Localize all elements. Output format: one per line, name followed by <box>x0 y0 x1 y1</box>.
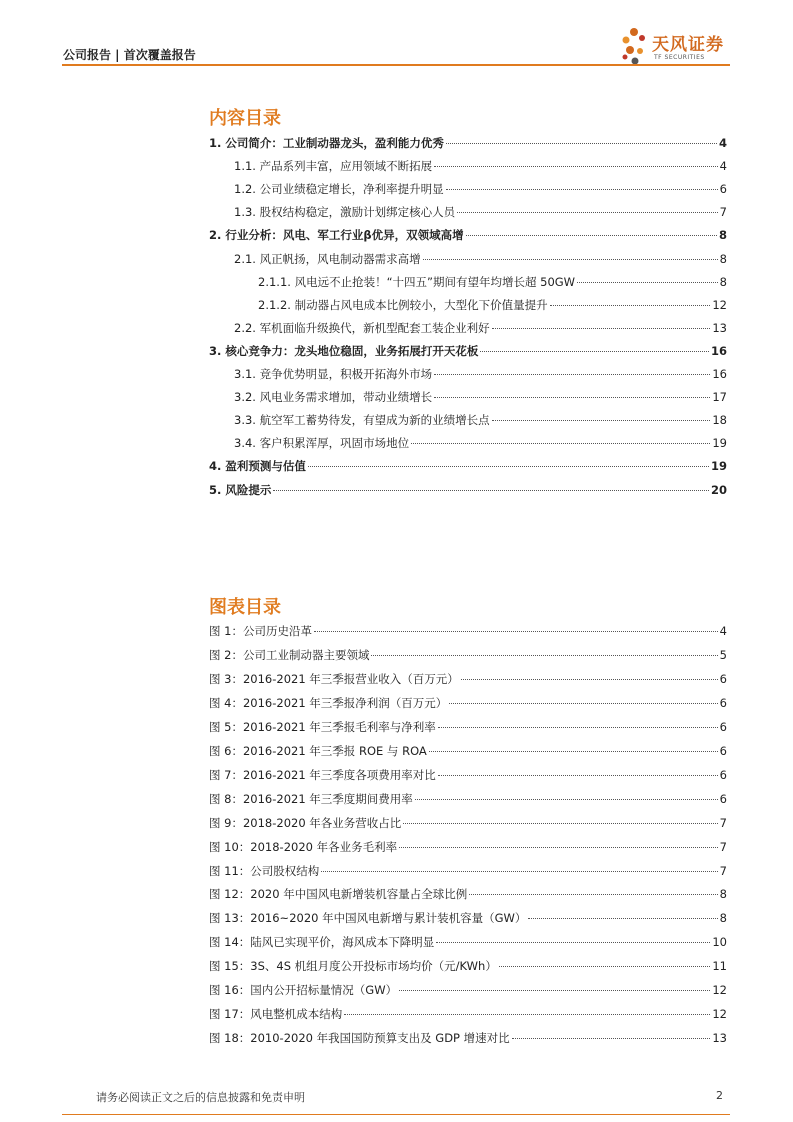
figure-list-entry[interactable] <box>209 839 727 855</box>
toc-page-number: 19 <box>712 436 727 451</box>
toc-page-number: 8 <box>719 274 727 289</box>
dot-leader <box>446 143 717 144</box>
dot-leader <box>429 751 718 752</box>
toc-entry-title: 图 6：2016-2021 年三季报 ROE 与 ROA <box>209 743 427 758</box>
toc-entry-title: 4. 盈利预测与估值 <box>209 459 306 474</box>
dot-leader <box>461 679 718 680</box>
toc-entry-title: 3. 核心竞争力：龙头地位稳固，业务拓展打开天花板 <box>209 343 479 358</box>
toc-page-number: 19 <box>710 459 727 474</box>
toc-entry-title: 2.2. 军机面临升级换代，新机型配套工装企业利好 <box>234 320 490 335</box>
toc-page-number: 17 <box>712 390 727 405</box>
dot-leader <box>344 1014 710 1015</box>
toc-entry-title: 3.1. 竞争优势明显，积极开拓海外市场 <box>234 367 433 381</box>
figure-list-entry[interactable] <box>209 695 727 711</box>
figure-list-entry[interactable] <box>209 647 727 663</box>
toc-page-number: 7 <box>719 205 727 220</box>
figure-list-entry[interactable] <box>209 982 727 998</box>
toc-chapter-entry[interactable] <box>209 343 727 359</box>
toc-section-entry[interactable] <box>234 251 727 267</box>
dot-leader <box>446 189 718 190</box>
toc-entry-title: 1.3. 股权结构稳定，激励计划绑定核心人员 <box>234 205 456 220</box>
toc-page-number: 6 <box>719 767 727 782</box>
dot-leader <box>434 397 710 398</box>
figure-list-entry[interactable] <box>209 886 727 902</box>
toc-page-number: 6 <box>719 791 727 806</box>
toc-page-number: 8 <box>718 228 727 243</box>
toc-section-entry[interactable] <box>258 297 727 313</box>
toc-entry-title: 图 14：陆风已实现平价，海风成本下降明显 <box>209 935 435 950</box>
toc-entry-title: 图 2：公司工业制动器主要领域 <box>209 647 370 662</box>
toc-entry-title: 图 1：公司历史沿革 <box>209 624 312 638</box>
toc-page-number: 7 <box>719 839 727 854</box>
figure-list-entry[interactable] <box>209 815 727 831</box>
company-logo <box>618 24 738 68</box>
toc-section-entry[interactable] <box>234 320 727 336</box>
figures-title: 图表目录 <box>209 597 281 618</box>
figure-list-entry[interactable] <box>209 958 727 974</box>
dot-leader <box>550 305 711 306</box>
toc-section-entry[interactable] <box>234 204 727 220</box>
toc-entry-title: 5. 风险提示 <box>209 482 272 497</box>
figure-list-entry[interactable] <box>209 719 727 735</box>
dot-leader <box>434 374 710 375</box>
dot-leader <box>528 918 717 919</box>
toc-page-number: 12 <box>712 983 727 998</box>
dot-leader <box>403 823 717 824</box>
figure-list-entry[interactable] <box>209 791 727 807</box>
toc-page-number: 6 <box>719 182 727 197</box>
logo-text-cn: 天风证券 <box>652 35 724 55</box>
figure-list-entry[interactable] <box>209 910 727 926</box>
toc-entry-title: 2.1. 风正帆扬，风电制动器需求高增 <box>234 251 421 266</box>
toc-entry-title: 3.3. 航空军工蓄势待发，有望成为新的业绩增长点 <box>234 413 490 428</box>
toc-page-number: 8 <box>719 251 727 266</box>
dot-leader <box>308 466 709 467</box>
page-number: 2 <box>716 1089 723 1102</box>
toc-entry-title: 3.4. 客户积累浑厚，巩固市场地位 <box>234 436 410 451</box>
disclaimer-text: 请务必阅读正文之后的信息披露和免责申明 <box>96 1091 305 1104</box>
toc-page-number: 10 <box>712 935 727 950</box>
toc-page-number: 4 <box>719 624 727 638</box>
dot-leader <box>415 799 718 800</box>
figure-list-entry[interactable] <box>209 623 727 639</box>
toc-entry-title: 1. 公司简介：工业制动器龙头，盈利能力优秀 <box>209 136 444 150</box>
toc-entry-title: 图 11：公司股权结构 <box>209 863 320 878</box>
toc-entry-title: 2.1.2. 制动器占风电成本比例较小，大型化下价值量提升 <box>258 297 548 312</box>
toc-entry-title: 图 3：2016-2021 年三季报营业收入（百万元） <box>209 671 459 686</box>
dot-leader <box>480 351 709 352</box>
toc-section-entry[interactable] <box>234 181 727 197</box>
dot-leader <box>466 235 717 236</box>
toc-section-entry[interactable] <box>234 366 727 382</box>
dot-leader <box>577 282 718 283</box>
report-type-label: 公司报告 | 首次覆盖报告 <box>63 48 196 62</box>
toc-entry-title: 图 15：3S、4S 机组月度公开投标市场均价（元/KWh） <box>209 959 497 974</box>
dot-leader <box>469 894 717 895</box>
toc-page-number: 18 <box>712 413 727 428</box>
toc-section-entry[interactable] <box>234 389 727 405</box>
toc-entry-title: 3.2. 风电业务需求增加，带动业绩增长 <box>234 390 433 405</box>
figure-list-entry[interactable] <box>209 1006 727 1022</box>
toc-entry-title: 图 4：2016-2021 年三季报净利润（百万元） <box>209 695 448 710</box>
toc-entry-title: 2. 行业分析：风电、军工行业β优异，双领域高增 <box>209 228 464 243</box>
toc-section-entry[interactable] <box>258 274 727 290</box>
dot-leader <box>492 328 711 329</box>
toc-page-number: 5 <box>719 647 727 662</box>
dot-leader <box>371 655 717 656</box>
logo-text-en: TF SECURITIES <box>654 54 705 61</box>
toc-page-number: 11 <box>712 959 727 974</box>
toc-section-entry[interactable] <box>234 412 727 428</box>
dot-leader <box>499 966 711 967</box>
toc-entry-title: 图 12：2020 年中国风电新增装机容量占全球比例 <box>209 887 468 902</box>
toc-entry-title: 图 10：2018-2020 年各业务毛利率 <box>209 839 398 854</box>
toc-page-number: 7 <box>719 863 727 878</box>
toc-page-number: 6 <box>719 719 727 734</box>
toc-entry-title: 图 13：2016~2020 年中国风电新增与累计装机容量（GW） <box>209 911 527 926</box>
figure-list-entry[interactable] <box>209 934 727 950</box>
figure-list-entry[interactable] <box>209 671 727 687</box>
contents-title: 内容目录 <box>209 108 281 129</box>
toc-page-number: 4 <box>719 159 727 174</box>
dot-leader <box>314 631 718 632</box>
toc-section-entry[interactable] <box>234 158 727 174</box>
dot-leader <box>457 212 718 213</box>
toc-entry-title: 图 18：2010-2020 年我国国防预算支出及 GDP 增速对比 <box>209 1031 510 1046</box>
toc-chapter-entry[interactable] <box>209 227 727 243</box>
dot-leader <box>273 490 709 491</box>
dot-leader <box>399 990 710 991</box>
dot-leader <box>411 443 710 444</box>
toc-entry-title: 图 16：国内公开招标量情况（GW） <box>209 983 398 998</box>
toc-page-number: 7 <box>719 815 727 830</box>
toc-entry-title: 图 7：2016-2021 年三季度各项费用率对比 <box>209 767 436 782</box>
dot-leader <box>434 166 718 167</box>
footer-divider <box>62 1114 730 1115</box>
header-divider <box>62 64 730 66</box>
dot-leader <box>438 727 718 728</box>
figure-list-entry[interactable] <box>209 863 727 879</box>
toc-page-number: 6 <box>719 695 727 710</box>
figure-list-entry[interactable] <box>209 767 727 783</box>
toc-chapter-entry[interactable] <box>209 135 727 151</box>
toc-page-number: 12 <box>712 1007 727 1022</box>
flower-logo-icon <box>618 24 650 68</box>
toc-page-number: 12 <box>712 297 727 312</box>
toc-page-number: 16 <box>712 367 727 381</box>
toc-entry-title: 图 9：2018-2020 年各业务营收占比 <box>209 815 402 830</box>
toc-page-number: 6 <box>719 671 727 686</box>
toc-entry-title: 2.1.1. 风电远不止抢装！“十四五”期间有望年均增长超 50GW <box>258 274 576 289</box>
figure-list-entry[interactable] <box>209 743 727 759</box>
toc-entry-title: 图 8：2016-2021 年三季度期间费用率 <box>209 791 413 806</box>
toc-entry-title: 图 5：2016-2021 年三季报毛利率与净利率 <box>209 719 436 734</box>
toc-page-number: 13 <box>712 320 727 335</box>
dot-leader <box>423 259 718 260</box>
toc-page-number: 6 <box>719 743 727 758</box>
toc-page-number: 8 <box>719 911 727 926</box>
dot-leader <box>512 1038 711 1039</box>
toc-section-entry[interactable] <box>234 435 727 451</box>
toc-page-number: 13 <box>712 1031 727 1046</box>
toc-entry-title: 图 17：风电整机成本结构 <box>209 1007 343 1022</box>
dot-leader <box>436 942 710 943</box>
dot-leader <box>438 775 718 776</box>
toc-entry-title: 1.1. 产品系列丰富，应用领域不断拓展 <box>234 159 433 174</box>
toc-page-number: 8 <box>719 887 727 902</box>
toc-page-number: 16 <box>710 343 727 358</box>
toc-chapter-entry[interactable] <box>209 458 727 474</box>
dot-leader <box>321 871 717 872</box>
dot-leader <box>449 703 717 704</box>
toc-page-number: 4 <box>718 136 727 150</box>
dot-leader <box>492 420 711 421</box>
toc-chapter-entry[interactable] <box>209 482 727 498</box>
dot-leader <box>399 847 718 848</box>
toc-entry-title: 1.2. 公司业绩稳定增长，净利率提升明显 <box>234 182 444 197</box>
toc-page-number: 20 <box>710 482 727 497</box>
figure-list-entry[interactable] <box>209 1030 727 1046</box>
